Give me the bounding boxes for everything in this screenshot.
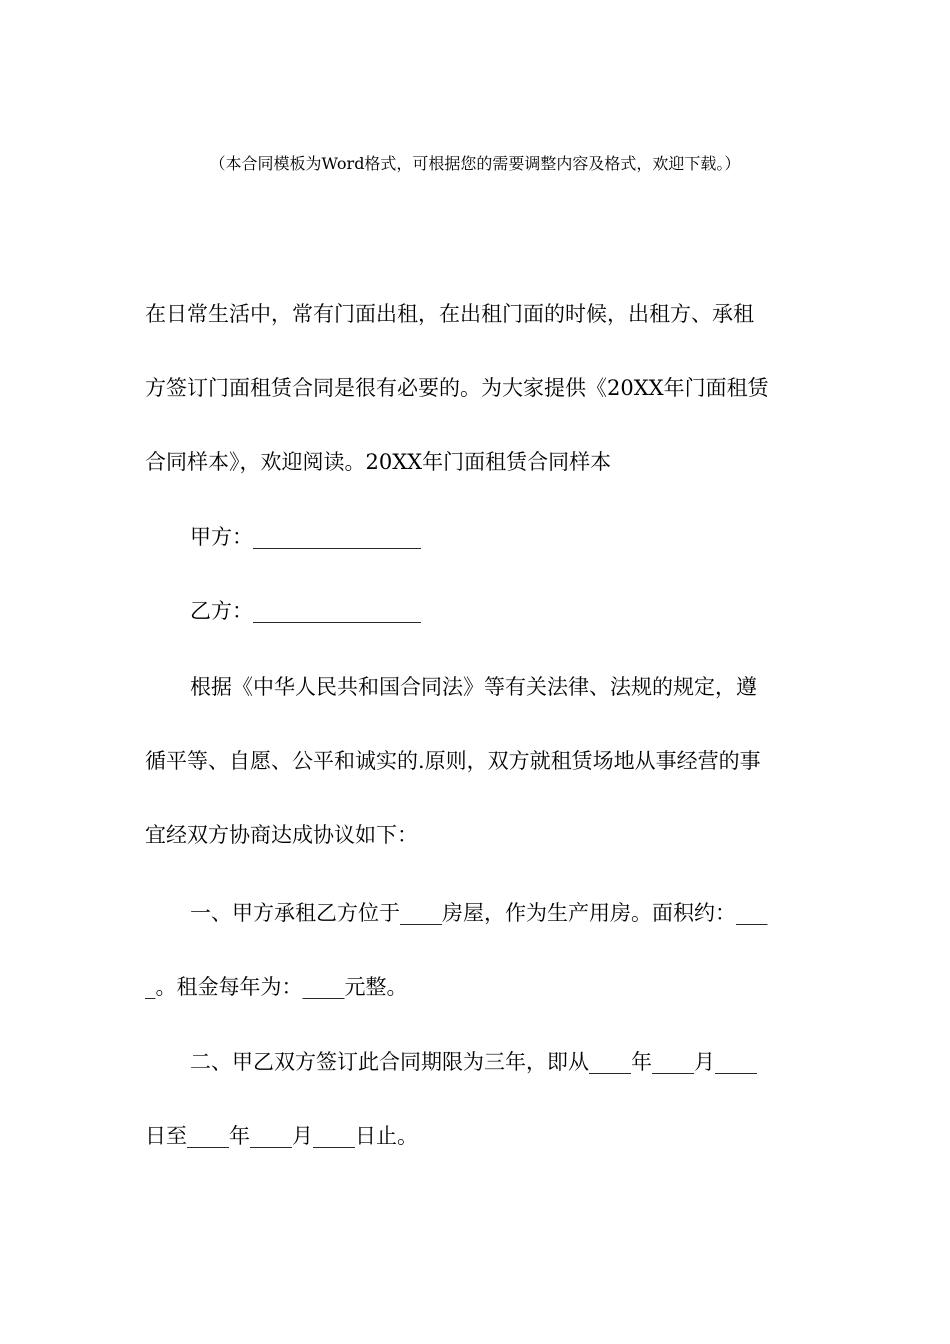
- party-b-line: 乙方：________________: [190, 599, 421, 623]
- intro-line-1: 在日常生活中，常有门面出租，在出租门面的时候，出租方、承租: [145, 302, 754, 326]
- intro-line-2: 方签订门面租赁合同是很有必要的。为大家提供《20XX年门面租赁: [145, 376, 769, 400]
- preamble-line-2: 循平等、自愿、公平和诚实的.原则，双方就租赁场地从事经营的事: [145, 749, 761, 773]
- intro-line-3: 合同样本》，欢迎阅读。20XX年门面租赁合同样本: [145, 450, 612, 474]
- preamble-line-3: 宜经双方协商达成协议如下：: [145, 823, 418, 847]
- clause-2-line-1: 二、甲乙双方签订此合同期限为三年，即从____年____月____: [190, 1050, 757, 1074]
- clause-2-line-2: 日至____年____月____日止。: [145, 1124, 418, 1148]
- template-note: （本合同模板为Word格式，可根据您的需要调整内容及格式，欢迎下载。）: [209, 154, 741, 173]
- party-a-line: 甲方：________________: [190, 525, 421, 549]
- preamble-line-1: 根据《中华人民共和国合同法》等有关法律、法规的规定，遵: [190, 675, 757, 699]
- clause-1-line-2: _。租金每年为：____元整。: [145, 975, 408, 999]
- clause-1-line-1: 一、甲方承租乙方位于____房屋，作为生产用房。面积约：___: [190, 901, 768, 925]
